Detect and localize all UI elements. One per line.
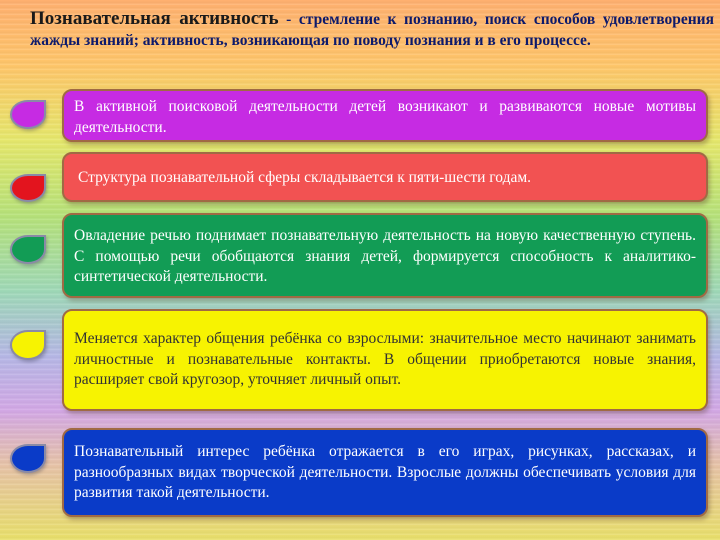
slide-title	[30, 8, 714, 51]
card-speech-mastery: Овладение речью поднимает познавательную деятельность на новую качественную ступень. С помощью речи обобщаются знания детей, формируется способность к аналитико-синтетической деятельности.	[62, 213, 708, 298]
bullet-marker-icon	[10, 235, 46, 264]
title-term: Познавательная активность	[30, 8, 279, 29]
title-definition: - стремление к познанию, поиск способов удовлетворения жажды знаний; активность, возникающая по поводу познания и в его процессе.	[30, 11, 714, 49]
bullet-marker-icon	[10, 174, 46, 202]
card-adult-communication: Меняется характер общения ребёнка со взрослыми: значительное место начинают занимать личностные и познавательные контакты. В общении приобретаются новые знания, расширяет свой кругозор, уточняет личный опыт.	[62, 309, 708, 411]
card-cognitive-structure: Структура познавательной сферы складывается к пяти-шести годам.	[62, 152, 708, 202]
bullet-marker-icon	[10, 100, 46, 129]
bullet-marker-icon	[10, 330, 46, 360]
bullet-marker-icon	[10, 444, 46, 473]
card-search-activity: В активной поисковой деятельности детей возникают и развиваются новые мотивы деятельности.	[62, 89, 708, 142]
card-cognitive-interest: Познавательный интерес ребёнка отражается в его играх, рисунках, рассказах, и разнообразных видах творческой деятельности. Взрослые должны обеспечивать условия для развития такой деятельности.	[62, 428, 708, 517]
